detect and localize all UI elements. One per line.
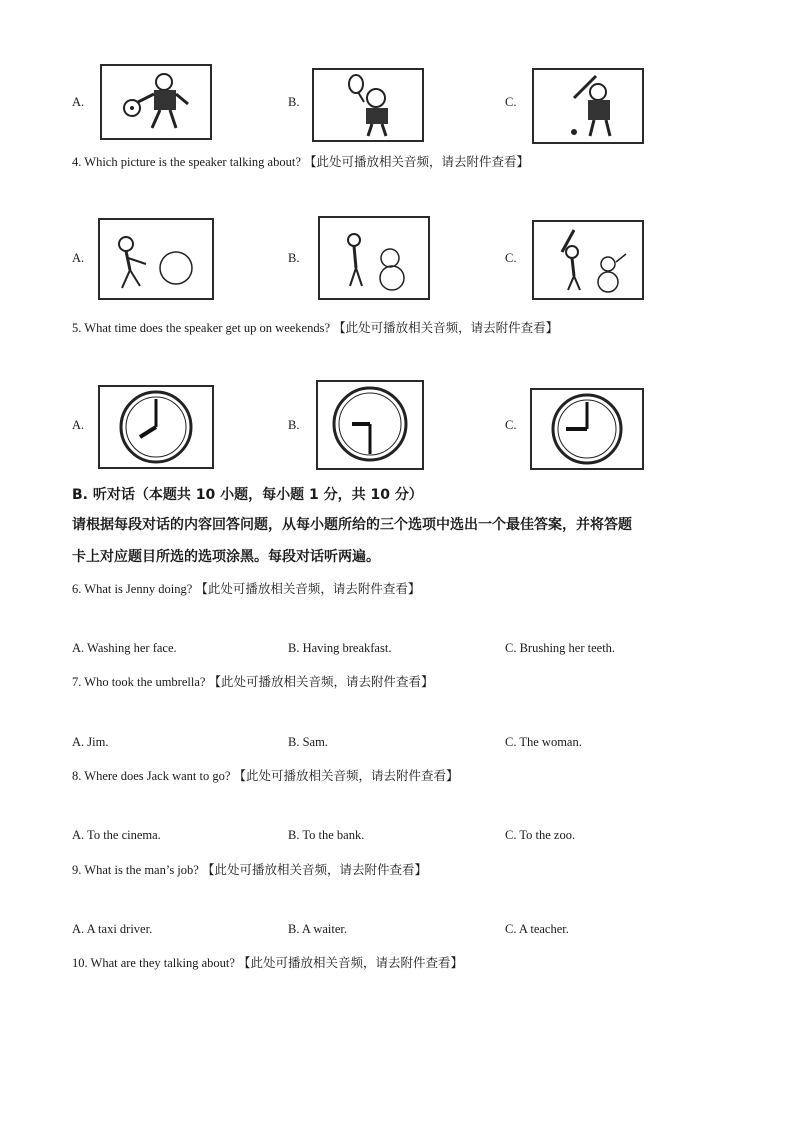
question-9: 9. What is the man’s job? 【此处可播放相关音频，请去附件查看】 (72, 863, 427, 877)
question-7: 7. Who took the umbrella? 【此处可播放相关音频，请去附件查看】 (72, 675, 434, 689)
section-b-instruction-1: 请根据每段对话的内容回答问题，从每小题所给的三个选项中选出一个最佳答案，并将答题 (72, 517, 632, 533)
option-c-label: C. (505, 251, 517, 265)
option-b-label: B. (288, 95, 300, 109)
section-b-title: B. 听对话（本题共 10 小题，每小题 1 分，共 10 分） (72, 487, 423, 503)
picture-clock-eight[interactable] (98, 385, 214, 469)
picture-child-snowman-two-balls[interactable] (318, 216, 430, 300)
q6-option-c[interactable]: C. Brushing her teeth. (505, 641, 616, 655)
option-a-label: A. (72, 251, 85, 265)
q6-option-a[interactable]: A. Washing her face. (72, 641, 177, 655)
q7-option-a[interactable]: A. Jim. (72, 735, 109, 749)
q8-option-a[interactable]: A. To the cinema. (72, 828, 161, 842)
option-b-label: B. (288, 418, 300, 432)
q8-option-b[interactable]: B. To the bank. (288, 828, 365, 842)
question-4: 4. Which picture is the speaker talking about? 【此处可播放相关音频，请去附件查看】 (72, 155, 529, 169)
picture-clock-six-thirty[interactable] (316, 380, 424, 470)
option-a-label: A. (72, 95, 85, 109)
option-a-label: A. (72, 418, 85, 432)
question-5: 5. What time does the speaker get up on weekends? 【此处可播放相关音频，请去附件查看】 (72, 321, 559, 335)
q7-option-b[interactable]: B. Sam. (288, 735, 328, 749)
picture-baseball-boy[interactable] (532, 68, 644, 144)
option-b-label: B. (288, 251, 300, 265)
q7-option-c[interactable]: C. The woman. (505, 735, 582, 749)
picture-soccer-boy[interactable] (100, 64, 212, 140)
question-10: 10. What are they talking about? 【此处可播放相关音频，请去附件查看】 (72, 956, 464, 970)
q9-option-a[interactable]: A. A taxi driver. (72, 922, 153, 936)
picture-tennis-boy[interactable] (312, 68, 424, 142)
q6-option-b[interactable]: B. Having breakfast. (288, 641, 392, 655)
picture-child-building-snowman[interactable] (532, 220, 644, 300)
q9-option-c[interactable]: C. A teacher. (505, 922, 569, 936)
picture-child-rolling-snowball[interactable] (98, 218, 214, 300)
question-8: 8. Where does Jack want to go? 【此处可播放相关音频，请去附件查看】 (72, 769, 459, 783)
option-c-label: C. (505, 95, 517, 109)
section-b-instruction-2: 卡上对应题目所选的选项涂黑。每段对话听两遍。 (72, 549, 380, 565)
question-6: 6. What is Jenny doing? 【此处可播放相关音频，请去附件查看】 (72, 582, 421, 596)
q8-option-c[interactable]: C. To the zoo. (505, 828, 576, 842)
picture-clock-nine[interactable] (530, 388, 644, 470)
option-c-label: C. (505, 418, 517, 432)
q9-option-b[interactable]: B. A waiter. (288, 922, 348, 936)
